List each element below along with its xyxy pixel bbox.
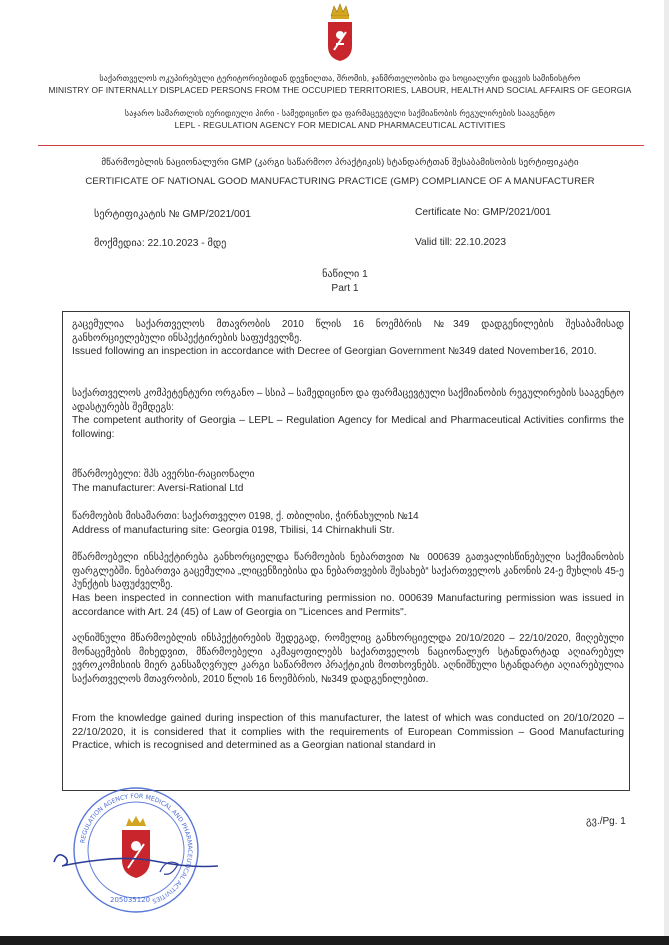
georgia-coat-of-arms-icon [325, 2, 355, 62]
manufacturer-geo: მწარმოებელი: შპს ავერსი-რაციონალი [72, 469, 255, 480]
stamp-lettering: REGULATION AGENCY FOR MEDICAL AND PHARMACEUTICAL ACTIVITIES [79, 792, 194, 905]
agency-name-geo: საჯარო სამართლის იურიდიული პირი - სამედიცინო და ფარმაცევტული საქმიანობის რეგულირების სააგენტო [124, 109, 556, 118]
manufacturer-en: The manufacturer: Aversi-Rational Ltd [72, 483, 244, 494]
paragraph-permission-en: Has been inspected in connection with manufacturing permission no. 000639 Manufacturing permission was issued in accordance with Art. 24 (45) of Law of Georgia on "Licences and Permits". [72, 593, 624, 618]
paragraph-issued-en: Issued following an inspection in accordance with Decree of Georgian Government №349 dated November16, 2010. [72, 346, 597, 357]
page-number: გვ./Pg. 1 [586, 816, 626, 827]
paragraph-inspection-en: From the knowledge gained during inspection of this manufacturer, the latest of which was conducted on 20/10/2020 – 22/10/2020, it is considered that it complies with the requirements of European Commission – Good Manufacturing Practice, which is recognised and determined as a Georgian national standard in [72, 713, 624, 751]
certificate-number-geo: სერტიფიკატის № GMP/2021/001 [94, 209, 251, 220]
paragraph-authority-en: The competent authority of Georgia – LEPL – Regulation Agency for Medical and Pharmaceutical Activities confirms the following: [72, 415, 624, 440]
paragraph-authority-geo: საქართველოს კომპეტენტური ორგანო – სსიპ – სამედიცინო და ფარმაცევტული საქმიანობის რეგულირების სააგენტო ადასტურებს შემდეგს: [72, 388, 624, 413]
manufacturing-address-geo: წარმოების მისამართი: საქართველო 0198, ქ. თბილისი, ჭირნახულის №14 [72, 511, 419, 522]
certificate-number-en: Certificate No: GMP/2021/001 [415, 207, 551, 218]
paragraph-inspection-geo: აღნიშნული მწარმოებლის ინსპექტირების შედეგად, რომელიც განხორციელდა 20/10/2020 – 22/10/2020, მიღებული მონაცემების მიხედვით, მწარმოებელი აკმაყოფილებს საქართველოს ნაციონალურ სტანდარტად აღიარებულ ევროკომისიის მიერ განსაზღვრულ კარგი საწარმოო პრაქტიკის მოთხოვნებს. აღნიშნული სტანდარტი აღიარებულია საქართველოს მთავრობის, 2010 წლის 16 ნოემბრის, №349 დადგენილებით. [72, 633, 624, 685]
agency-name-en: LEPL - REGULATION AGENCY FOR MEDICAL AND PHARMACEUTICAL ACTIVITIES [174, 120, 506, 130]
viewer-bottom-bar [0, 936, 669, 945]
certificate-title-en: CERTIFICATE OF NATIONAL GOOD MANUFACTURING PRACTICE (GMP) COMPLIANCE OF A MANUFACTURER [85, 176, 595, 187]
header-divider [38, 145, 644, 146]
official-stamp-seal [40, 780, 230, 920]
certificate-title-geo: მწარმოებლის ნაციონალური GMP (კარგი საწარმოო პრაქტიკის) სტანდარტთან შესაბამისობის სერტიფიკატი [101, 157, 579, 167]
valid-till-geo: მოქმედია: 22.10.2023 - მდე [94, 238, 227, 249]
paragraph-issued-geo: გაცემულია საქართველოს მთავრობის 2010 წლის 16 ნოემბრის №349 დადგენილების შესაბამისად განხორციელებული ინსპექტირების საფუძველზე. [72, 319, 624, 344]
paragraph-permission-geo: მწარმოებელი ინსპექტირება განხორციელდა წარმოების ნებართვით № 000639 გათვალისწინებული საქმიანობის ფარგლებში. ნებართვა გაცემულია „ლიცენზიებისა და ნებართვების შესახებ“ საქართველოს კანონის 24-ე მუხლის 45-ე პუნქტის საფუძველზე. [72, 552, 624, 590]
manufacturing-address-en: Address of manufacturing site: Georgia 0198, Tbilisi, 14 Chirnakhuli Str. [72, 525, 395, 536]
part-label-geo: ნაწილი 1 [322, 269, 368, 280]
stamp-code: 205035120 [110, 896, 151, 904]
part-label-en: Part 1 [331, 283, 359, 294]
valid-till-en: Valid till: 22.10.2023 [415, 237, 506, 248]
ministry-name-geo: საქართველოს ოკუპირებული ტერიტორიებიდან დევნილთა, შრომის, ჯანმრთელობისა და სოციალური დაცვის სამინისტრო [99, 74, 581, 83]
page-edge [664, 0, 669, 945]
ministry-name-en: MINISTRY OF INTERNALLY DISPLACED PERSONS FROM THE OCCUPIED TERRITORIES, LABOUR, HEALTH AND SOCIAL AFFAIRS OF GEORGIA [48, 85, 632, 95]
stamp-emblem-icon [122, 816, 150, 878]
